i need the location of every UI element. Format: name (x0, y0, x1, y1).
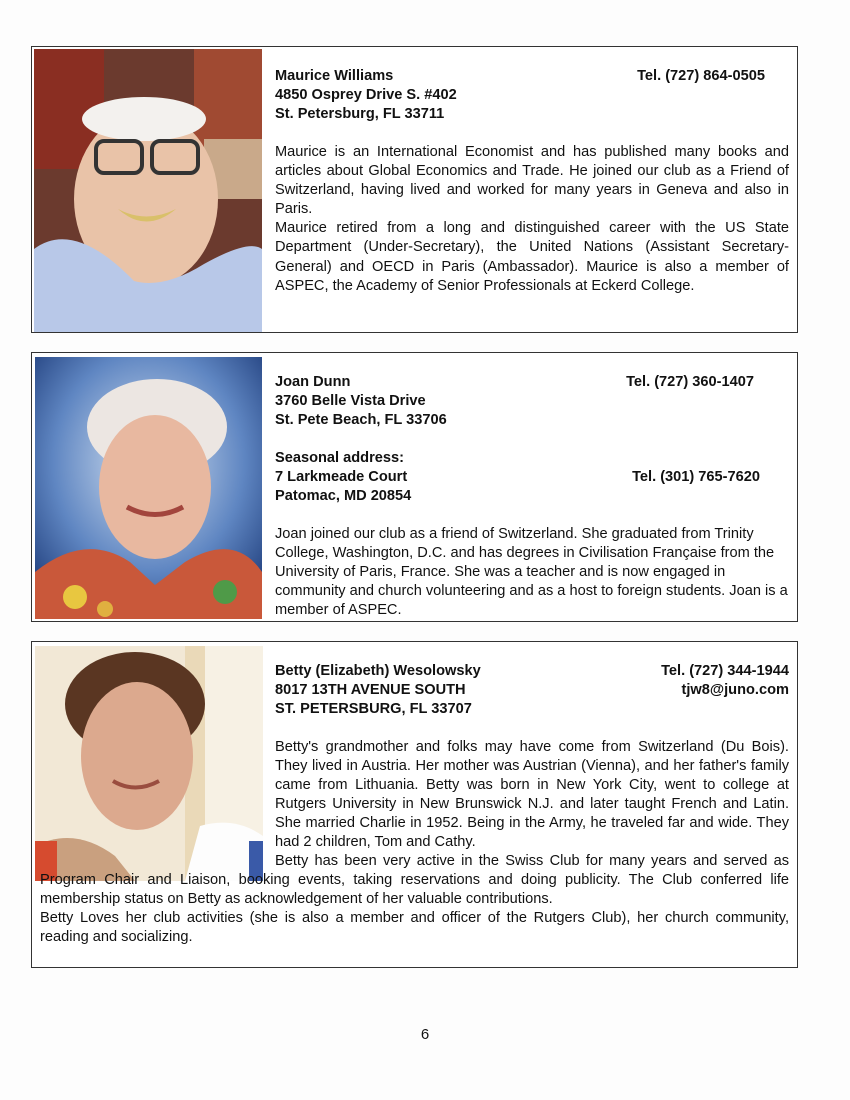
bio-text: Betty has been very active in the Swiss Club for many years and served as Program Chair and Liaison, booking events, taking reservations and doing publicity. The Club conferred life membership status on Betty as acknowledgement of her valuable contributions. (40, 853, 789, 908)
telephone: Tel. (727) 360-1407 (626, 374, 754, 390)
person-name: Maurice Williams (275, 68, 394, 84)
person-name: Betty (Elizabeth) Wesolowsky (275, 663, 481, 679)
address-line: 7 Larkmeade Court (275, 469, 408, 485)
address-line: 4850 Osprey Drive S. #402 (275, 87, 457, 103)
telephone: Tel. (727) 344-1944 (661, 663, 789, 679)
address-line: ST. PETERSBURG, FL 33707 (275, 701, 472, 717)
seasonal-heading: Seasonal address: (275, 450, 404, 466)
portrait-photo (35, 646, 263, 881)
telephone: Tel. (727) 864-0505 (637, 68, 765, 84)
portrait-photo (34, 49, 262, 332)
address-line: St. Pete Beach, FL 33706 (275, 412, 447, 428)
telephone: Tel. (301) 765-7620 (632, 469, 760, 485)
address-line: St. Petersburg, FL 33711 (275, 106, 445, 122)
profile-card-maurice (31, 46, 798, 333)
profile-card-betty (31, 641, 798, 968)
profile-info (275, 662, 789, 853)
profile-info (275, 373, 789, 620)
page-number: 6 (420, 1026, 430, 1043)
bio-paragraph: Betty's grandmother and folks may have come from Switzerland (Du Bois). They lived in Austria. Her mother was Austrian (Vienna), and her father's family came from Lithuania. Betty was born in New York City, went to college at Rutgers University in New Brunswick N.J. and later taught French and Latin. She married Charlie in 1952. Being in the Army, he traveled far and wide. They had 2 children, Tom and Cathy. (275, 739, 789, 851)
bio-paragraph: Maurice retired from a long and distinguished career with the US State Department (Under-Secretary), the United Nations (Assistant Secretary-General) and OECD in Paris (Ambassador). Maurice is also a member of ASPEC, the Academy of Senior Professionals at Eckerd College. (275, 220, 789, 294)
person-name: Joan Dunn (275, 374, 351, 390)
address-line: 8017 13TH AVENUE SOUTH (275, 682, 466, 698)
address-line: 3760 Belle Vista Drive (275, 393, 426, 409)
bio-paragraph: Maurice is an International Economist and has published many books and articles about Global Economics and Trade. He joined our club as a Friend of Switzerland, having lived and worked for many years in Geneva and also in Paris. (275, 144, 789, 218)
profile-card-joan (31, 352, 798, 622)
address-line: Patomac, MD 20854 (275, 488, 412, 504)
bio-paragraph: Joan joined our club as a friend of Switzerland. She graduated from Trinity College, Washington, D.C. and has degrees in Civilisation Française from the University of Paris, France. She was a teacher and is now engaged in community and church volunteering and as a host to foreign students. Joan is a member of ASPEC. (275, 526, 788, 619)
portrait-photo (35, 357, 262, 619)
bio-paragraph (40, 852, 789, 909)
bio-paragraph: Betty Loves her club activities (she is also a member and officer of the Rutgers Club), her church community, reading and socializing. (40, 910, 789, 946)
email-address: tjw8@juno.com (681, 682, 789, 698)
profile-info (275, 67, 789, 296)
bio-continued (40, 852, 789, 947)
